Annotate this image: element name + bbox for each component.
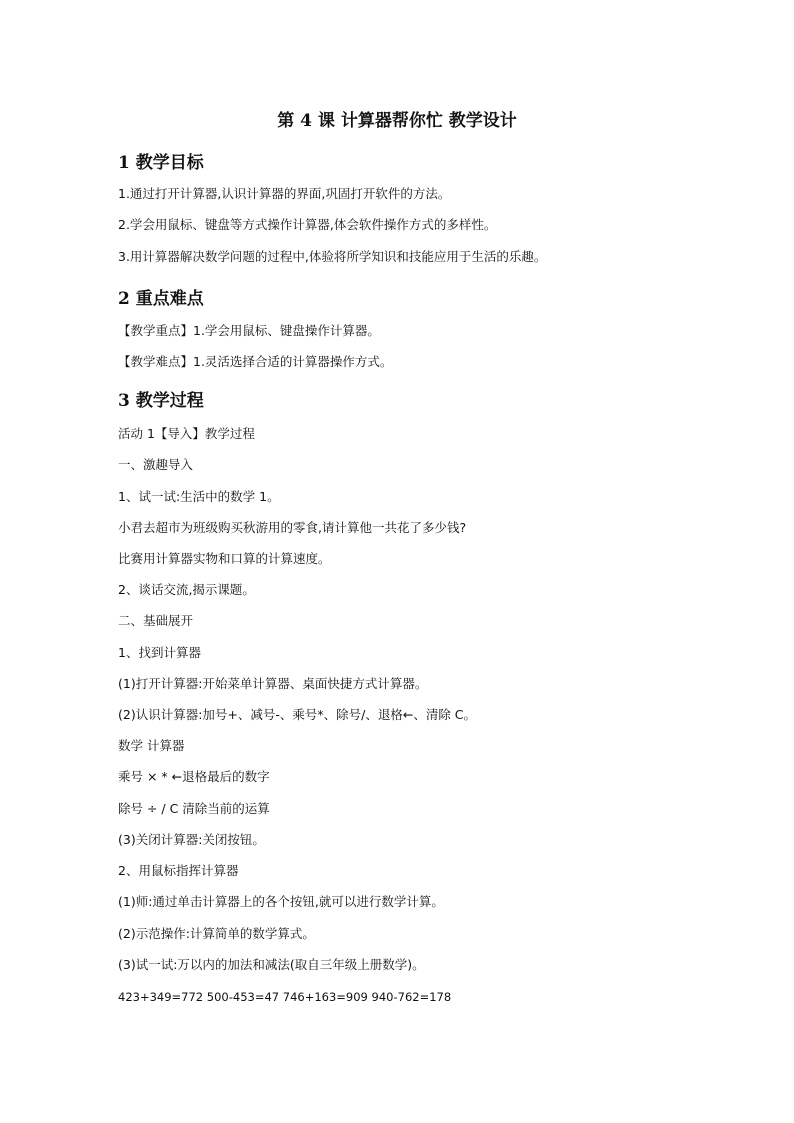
paragraph-equations: 423+349=772 500-453=47 746+163=909 940-762=178 <box>118 990 452 1004</box>
paragraph: 数学 计算器 <box>118 738 185 753</box>
paragraph: 乘号 × * ←退格最后的数字 <box>118 769 270 784</box>
paragraph: 比赛用计算器实物和口算的计算速度。 <box>118 551 331 566</box>
paragraph: 3.用计算器解决数学问题的过程中,体验将所学知识和技能应用于生活的乐趣。 <box>118 249 547 264</box>
paragraph: 2.学会用鼠标、键盘等方式操作计算器,体会软件操作方式的多样性。 <box>118 217 497 232</box>
paragraph: 1、找到计算器 <box>118 645 201 660</box>
paragraph: 小君去超市为班级购买秋游用的零食,请计算他一共花了多少钱? <box>118 520 467 535</box>
paragraph: 2、用鼠标指挥计算器 <box>118 863 239 878</box>
paragraph: (2)示范操作:计算简单的数学算式。 <box>118 926 315 941</box>
paragraph: 1、试一试:生活中的数学 1。 <box>118 489 280 504</box>
section-heading-objectives: 1 教学目标 <box>118 153 204 173</box>
paragraph: 一、激趣导入 <box>118 457 194 472</box>
paragraph: 二、基础展开 <box>118 613 194 628</box>
paragraph: (2)认识计算器:加号+、减号-、乘号*、除号/、退格←、清除 C。 <box>118 707 477 722</box>
paragraph: (1)打开计算器:开始菜单计算器、桌面快捷方式计算器。 <box>118 676 428 691</box>
paragraph: 【教学难点】1.灵活选择合适的计算器操作方式。 <box>118 354 393 369</box>
section-heading-process: 3 教学过程 <box>118 391 204 411</box>
paragraph: 【教学重点】1.学会用鼠标、键盘操作计算器。 <box>118 323 380 338</box>
paragraph: 活动 1【导入】教学过程 <box>118 426 255 441</box>
paragraph: 2、谈话交流,揭示课题。 <box>118 582 255 597</box>
paragraph: 除号 ÷ / C 清除当前的运算 <box>118 801 270 816</box>
document-title: 第 4 课 计算器帮你忙 教学设计 <box>277 111 517 131</box>
paragraph: 1.通过打开计算器,认识计算器的界面,巩固打开软件的方法。 <box>118 186 451 201</box>
paragraph: (3)试一试:万以内的加法和减法(取自三年级上册数学)。 <box>118 957 425 972</box>
section-heading-key-points: 2 重点难点 <box>118 289 204 309</box>
paragraph: (3)关闭计算器:关闭按钮。 <box>118 832 265 847</box>
paragraph: (1)师:通过单击计算器上的各个按钮,就可以进行数学计算。 <box>118 894 444 909</box>
